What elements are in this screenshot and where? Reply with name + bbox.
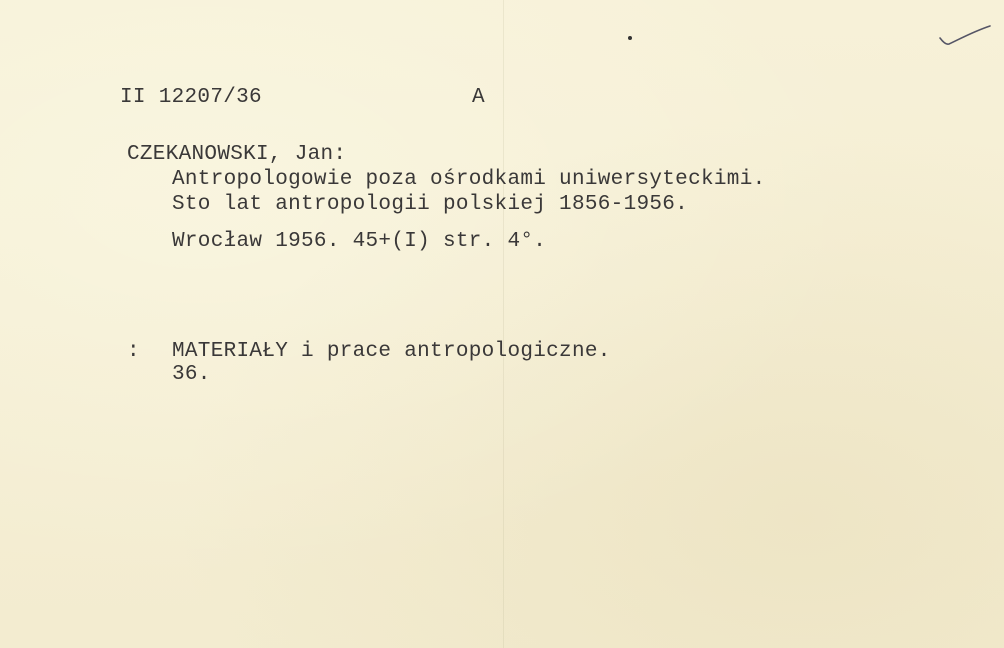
ink-dot <box>628 36 632 40</box>
checkmark-icon <box>938 24 992 48</box>
imprint-line: Wrocław 1956. 45+(I) str. 4°. <box>172 230 547 253</box>
series-line-1: MATERIAŁY i prace antropologiczne. <box>172 340 611 363</box>
shelfmark: II 12207/36 <box>120 86 262 109</box>
author-heading: CZEKANOWSKI, Jan: <box>127 143 347 166</box>
card-fold-line <box>503 0 504 648</box>
series-line-2: 36. <box>172 363 211 386</box>
title-line-2: Sto lat antropologii polskiej 1856-1956. <box>172 193 689 216</box>
shelf-letter: A <box>472 86 485 109</box>
title-line-1: Antropologowie poza ośrodkami uniwersyteckimi. <box>172 168 766 191</box>
series-marker: : <box>127 340 140 363</box>
